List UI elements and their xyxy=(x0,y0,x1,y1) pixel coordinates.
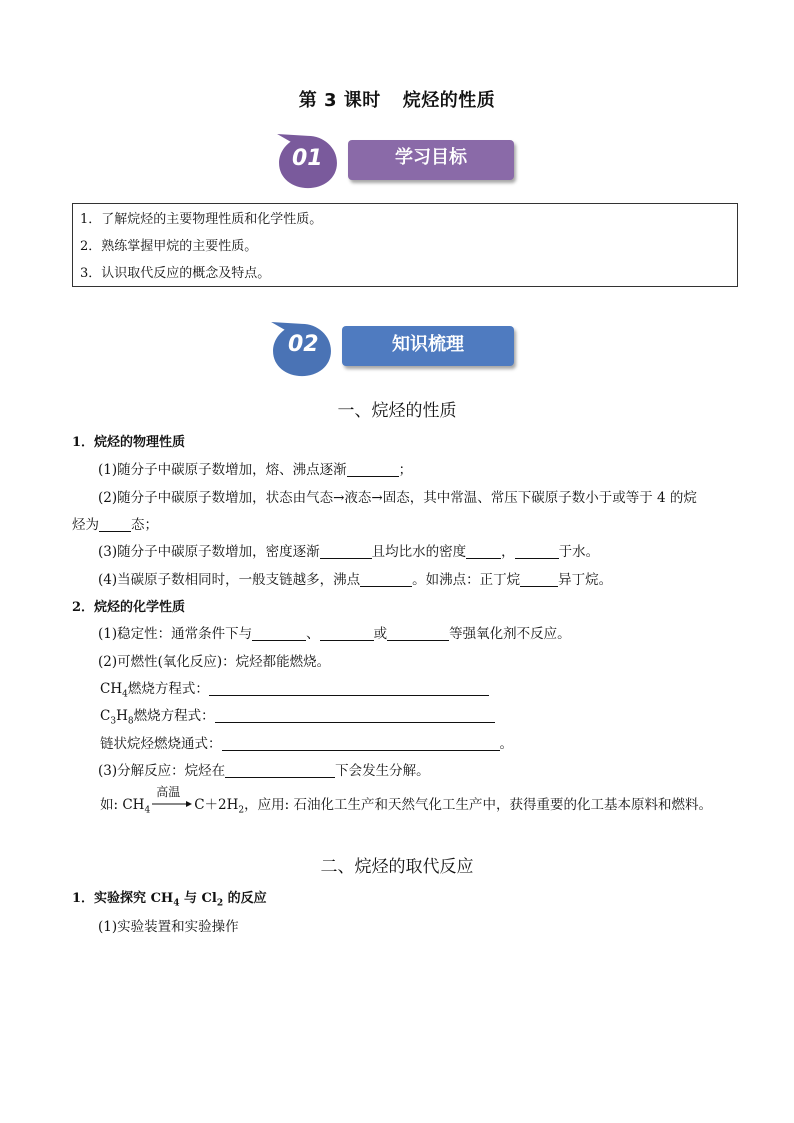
text: 链状烷烃燃烧通式： xyxy=(100,736,222,752)
text: 燃烧方程式： xyxy=(133,708,215,724)
text: ，应用: 石油化工生产和天然气化工生产中，获得重要的化工基本原料和燃料。 xyxy=(244,797,712,813)
text: H xyxy=(116,708,128,724)
text: (1)随分子中碳原子数增加，熔、沸点逐渐 xyxy=(98,462,347,478)
text: 燃烧方程式： xyxy=(127,681,209,697)
arrow-icon xyxy=(150,799,194,809)
badge-number: 01 xyxy=(292,146,323,171)
reaction-condition: 高温 xyxy=(156,785,181,799)
title-lesson: 第 3 课时 xyxy=(298,90,381,111)
text-line xyxy=(100,704,495,727)
text-line xyxy=(98,759,430,779)
text: CH xyxy=(100,681,123,697)
text: 态； xyxy=(131,517,158,533)
answer-blank xyxy=(515,544,559,559)
reaction-arrow xyxy=(150,785,194,811)
section-heading: 一、烷烃的性质 xyxy=(337,401,457,421)
subheading-experiment xyxy=(72,887,267,909)
text: 等强氧化剂不反应。 xyxy=(449,626,571,642)
text-line xyxy=(100,785,712,816)
text: 、 xyxy=(306,626,320,642)
text: 。 xyxy=(499,736,513,752)
text: ， xyxy=(501,544,515,560)
goal-item: 1．了解烷烃的主要物理性质和化学性质。 xyxy=(80,212,323,227)
badge-label: 知识梳理 xyxy=(342,326,514,366)
text-line: (2)可燃性(氧化反应)：烷烃都能燃烧。 xyxy=(98,654,331,670)
answer-blank xyxy=(215,708,495,723)
subscript: 2 xyxy=(238,805,245,816)
text: (4)当碳原子数相同时，一般支链越多，沸点 xyxy=(98,572,361,588)
subscript: 4 xyxy=(173,898,180,909)
badge-number: 02 xyxy=(288,332,319,357)
goal-item: 3．认识取代反应的概念及特点。 xyxy=(80,266,271,281)
learning-goals-box xyxy=(72,203,738,287)
answer-blank xyxy=(520,572,558,587)
text-line xyxy=(100,732,513,752)
answer-blank xyxy=(222,736,500,751)
text: 的反应 xyxy=(223,891,267,906)
text: 或 xyxy=(373,626,388,642)
page-title xyxy=(0,86,794,112)
subheading-chemical: 2．烷烃的化学性质 xyxy=(72,600,186,615)
text: 如: CH xyxy=(100,797,145,813)
subscript: 8 xyxy=(127,716,134,727)
answer-blank xyxy=(320,544,372,559)
text-line xyxy=(98,540,599,560)
answer-blank xyxy=(466,544,501,559)
text-line xyxy=(72,513,158,533)
answer-blank xyxy=(225,763,335,778)
section-heading: 二、烷烃的取代反应 xyxy=(320,857,474,877)
title-topic: 烷烃的性质 xyxy=(402,90,496,111)
subheading-physical: 1．烷烃的物理性质 xyxy=(72,435,186,450)
goal-item: 2．熟练掌握甲烷的主要性质。 xyxy=(80,239,258,254)
text-line xyxy=(100,677,489,700)
answer-blank xyxy=(360,572,412,587)
text: (3)分解反应：烷烃在 xyxy=(98,763,226,779)
text: C＋2H xyxy=(194,797,239,813)
text-line xyxy=(98,622,571,642)
section-badge-knowledge xyxy=(270,322,520,382)
text: 异丁烷。 xyxy=(558,572,613,588)
badge-label: 学习目标 xyxy=(348,140,514,180)
text-line xyxy=(98,568,612,588)
text-line xyxy=(98,458,412,478)
answer-blank xyxy=(209,681,489,696)
answer-blank xyxy=(347,462,399,477)
text: 烃为 xyxy=(72,517,99,533)
text: 于水。 xyxy=(558,544,600,560)
text-line xyxy=(98,486,697,506)
text: 且均比水的密度 xyxy=(371,544,467,560)
text: C xyxy=(100,708,111,724)
text: (3)随分子中碳原子数增加，密度逐渐 xyxy=(98,544,320,560)
subscript: 4 xyxy=(144,805,151,816)
text-line: (1)实验装置和实验操作 xyxy=(98,919,239,935)
answer-blank xyxy=(252,626,306,641)
subscript: 4 xyxy=(122,689,128,700)
subscript: 3 xyxy=(110,716,117,727)
subscript: 2 xyxy=(216,898,224,909)
answer-blank xyxy=(99,517,131,532)
answer-blank xyxy=(387,626,449,641)
text: 与 Cl xyxy=(179,891,217,906)
section-badge-goals xyxy=(276,134,516,194)
text: 下会发生分解。 xyxy=(335,763,430,779)
text: ； xyxy=(398,462,413,478)
text: 。如沸点：正丁烷 xyxy=(412,572,521,588)
answer-blank xyxy=(320,626,374,641)
text: 1．实验探究 CH xyxy=(72,891,174,906)
text: (2)随分子中碳原子数增加，状态由气态→液态→固态，其中常温、常压下碳原子数小于或等于 4 的烷 xyxy=(98,490,697,506)
text: (1)稳定性：通常条件下与 xyxy=(98,626,253,642)
